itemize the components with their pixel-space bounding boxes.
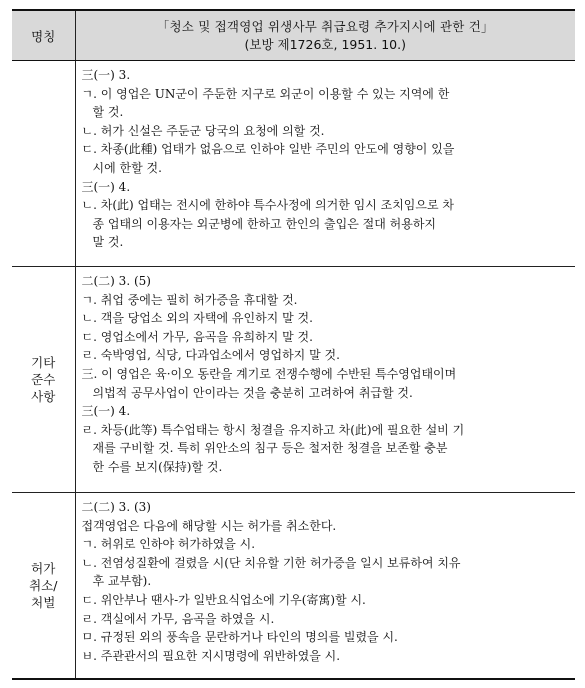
header-title-line-1: 「청소 및 접객영업 위생사무 취급요령 추가지시에 관한 건」 xyxy=(156,18,494,34)
list-item: ㄷ. 차종(此種) 업태가 없음으로 인하야 일반 주민의 안도에 영향이 있을 xyxy=(81,142,455,157)
list-intro: 접객영업은 다음에 해당할 시는 허가를 취소한다. xyxy=(81,518,337,533)
table-row xyxy=(12,267,575,493)
list-item-continuation: 말 것. xyxy=(92,235,124,250)
category-label: 취소/ xyxy=(29,577,58,593)
table-row xyxy=(12,493,575,679)
list-item: ㄴ. 허가 신설은 주둔군 당국의 요청에 의할 것. xyxy=(81,123,325,138)
document-table xyxy=(12,9,575,680)
category-label: 기타 xyxy=(31,355,56,370)
category-label: 처벌 xyxy=(31,594,56,610)
content-cell xyxy=(75,267,575,493)
list-item: ㄱ. 이 영업은 UN군이 주둔한 지구로 외군이 이용할 수 있는 지역에 한 xyxy=(81,86,450,101)
category-label: 사항 xyxy=(31,389,56,404)
header-title-line-2: (보방 제1726호, 1951. 10.) xyxy=(244,36,406,52)
list-item: ㅂ. 주관관서의 필요한 지시명령에 위반하였을 시. xyxy=(81,648,341,663)
list-item: ㄷ. 위안부나 땐사-가 일반요식업소에 기우(寄寓)할 시. xyxy=(81,592,366,607)
list-item: ㄴ. 차(此) 업태는 전시에 한하야 특수사정에 의거한 임시 조치임으로 차 xyxy=(81,198,454,213)
list-item: ㄴ. 객을 당업소 외의 자택에 유인하지 말 것. xyxy=(81,311,313,326)
content-cell xyxy=(75,493,575,679)
category-cell xyxy=(12,493,75,679)
list-item-continuation: 할 것. xyxy=(92,105,124,120)
category-cell xyxy=(12,267,75,493)
list-item: ㄴ. 전염성질환에 걸렸을 시(단 치유할 기한 허가증을 일시 보류하여 치유 xyxy=(81,555,461,570)
section-ref: 三(一) 4. xyxy=(81,179,131,194)
header-title xyxy=(75,10,575,61)
list-item: 三. 이 영업은 육·이오 동란을 계기로 전쟁수행에 수반된 특수영업태이며 xyxy=(81,366,457,381)
list-item: ㄹ. 숙박영업, 식당, 다과업소에서 영업하지 말 것. xyxy=(81,348,340,363)
list-item: ㅁ. 규정된 외의 풍속을 문란하거나 타인의 명의를 빌렸을 시. xyxy=(81,630,398,645)
list-item-continuation: 시에 한할 것. xyxy=(92,160,162,175)
section-ref: 二(二) 3. (3) xyxy=(81,500,151,514)
list-item: ㄱ. 취업 중에는 필히 허가증을 휴대할 것. xyxy=(81,292,298,307)
category-label: 준수 xyxy=(31,372,56,387)
category-label: 허가 xyxy=(31,560,56,576)
content-cell xyxy=(75,61,575,267)
category-cell-empty xyxy=(12,61,75,267)
list-item: ㄷ. 영업소에서 가무, 음곡을 유희하지 말 것. xyxy=(81,329,313,344)
section-ref: 三(一) 4. xyxy=(81,404,131,419)
list-item-continuation: 재를 구비할 것. 특히 위안소의 침구 등은 철저한 청결을 보존할 충분 xyxy=(92,441,448,456)
header-label: 명칭 xyxy=(12,10,75,61)
list-item-continuation: 의법적 공무사업이 안이라는 것을 충분히 고려하여 취급할 것. xyxy=(92,385,413,400)
section-ref: 三(一) 3. xyxy=(81,68,131,82)
table-row xyxy=(12,61,575,267)
list-item: ㄱ. 허위로 인하야 허가하였을 시. xyxy=(81,537,256,552)
list-item: ㄹ. 객실에서 가무, 음곡을 하였을 시. xyxy=(81,611,275,626)
list-item-continuation: 한 수를 보지(保持)할 것. xyxy=(92,459,223,474)
list-item-continuation: 후 교부함). xyxy=(92,574,152,589)
table-header-row xyxy=(12,10,575,61)
section-ref: 二(二) 3. (5) xyxy=(81,274,151,288)
list-item-continuation: 종 업태의 이용자는 외군병에 한하고 한인의 출입은 절대 허용하지 xyxy=(92,216,437,231)
list-item: ㄹ. 차등(此等) 특수업태는 항시 청결을 유지하고 차(此)에 필요한 설비 기 xyxy=(81,422,465,437)
